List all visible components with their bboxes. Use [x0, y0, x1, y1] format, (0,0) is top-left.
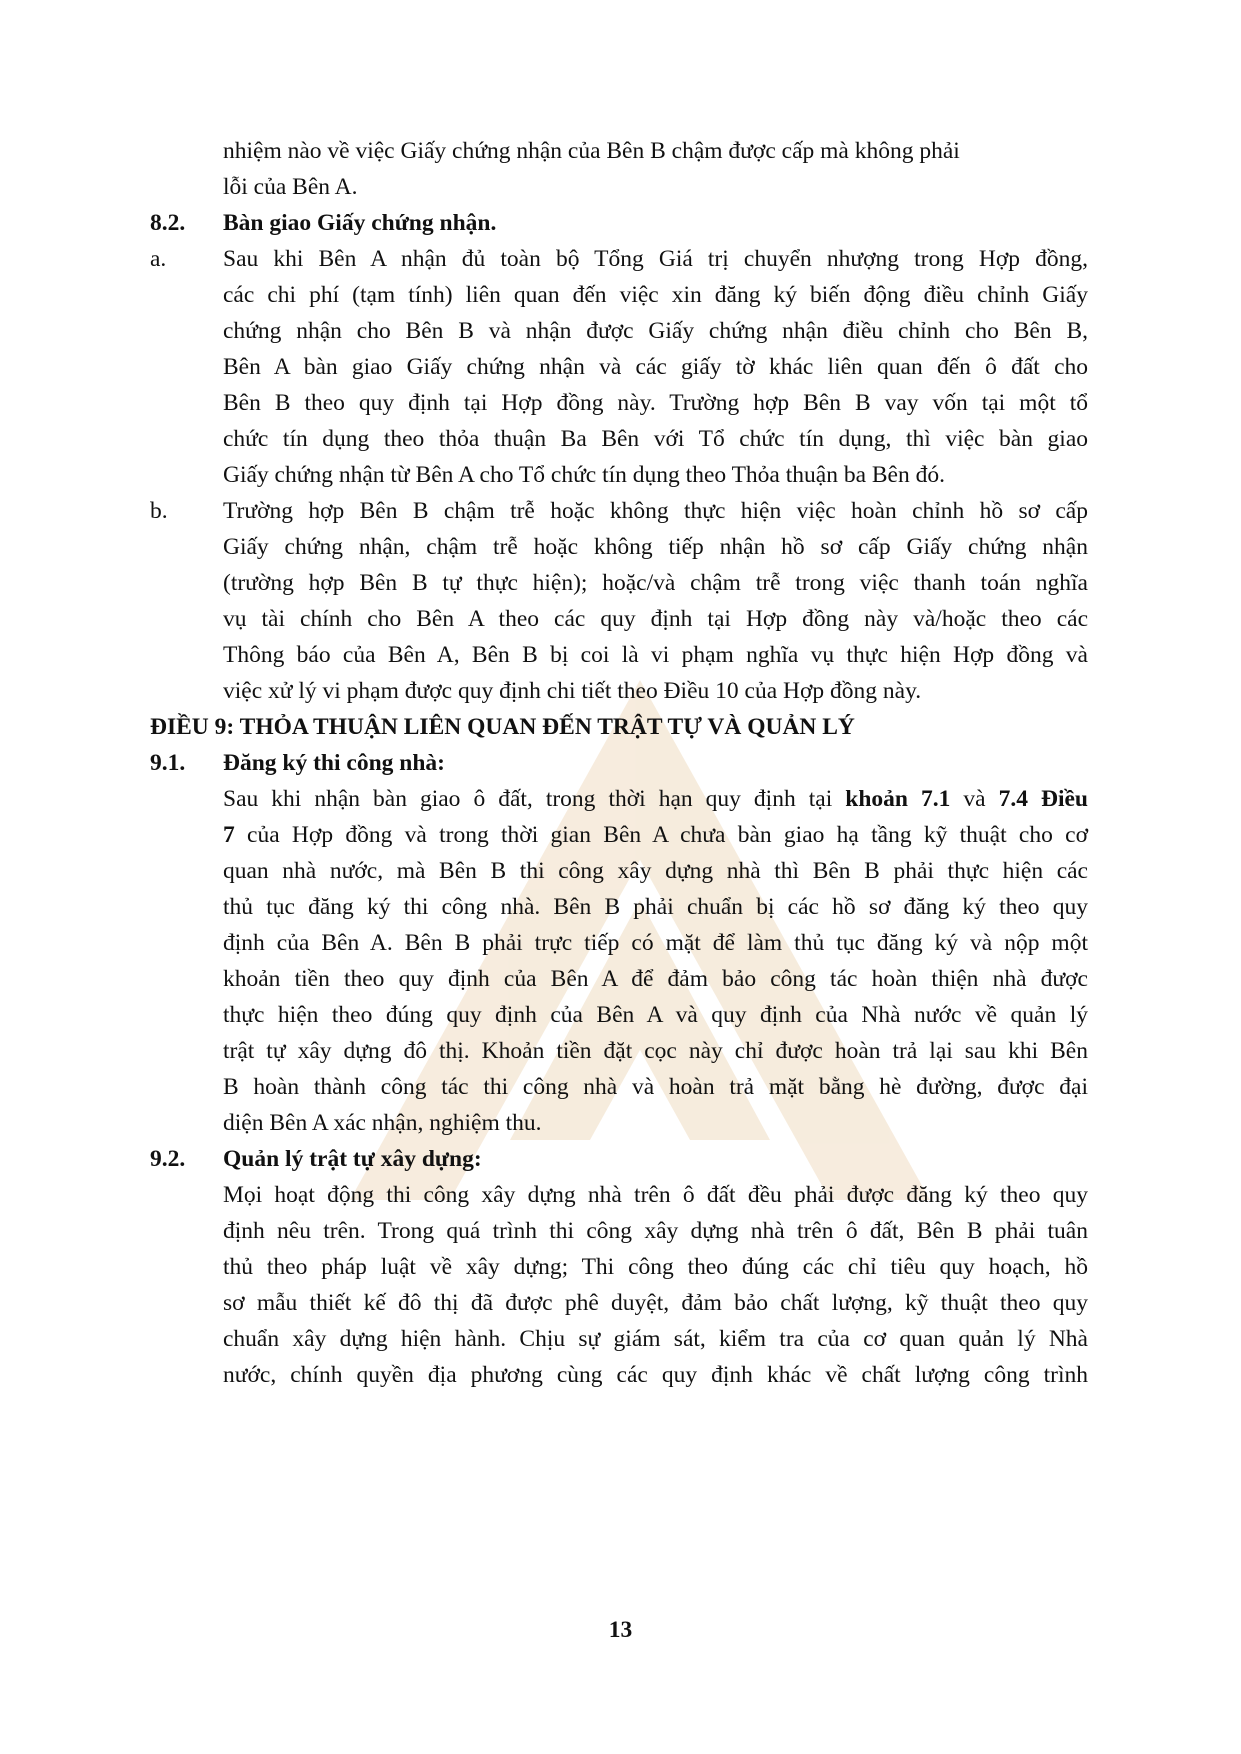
- text-line: khoản tiền theo quy định của Bên A để đảm bảo công tác hoàn thiện nhà được: [223, 966, 1088, 992]
- list-marker: a.: [150, 246, 167, 272]
- text-line: vụ tài chính cho Bên A theo các quy định tại Hợp đồng này và/hoặc theo các: [223, 606, 1088, 632]
- text-run: Sau khi nhận bàn giao ô đất, trong thời hạn quy định tại: [223, 786, 846, 812]
- section-title: Quản lý trật tự xây dựng:: [223, 1146, 482, 1172]
- text-line: Bên B theo quy định tại Hợp đồng này. Trường hợp Bên B vay vốn tại một tổ: [223, 390, 1088, 416]
- section-title: Bàn giao Giấy chứng nhận.: [223, 210, 497, 236]
- section-number: 9.2.: [150, 1146, 186, 1172]
- text-line: thủ tục đăng ký thi công nhà. Bên B phải chuẩn bị các hồ sơ đăng ký theo quy: [223, 894, 1088, 920]
- text-line: sơ mẫu thiết kế đô thị đã được phê duyệt, đảm bảo chất lượng, kỹ thuật theo quy: [223, 1290, 1088, 1316]
- page-number: 13: [608, 1617, 633, 1643]
- text-line: Trường hợp Bên B chậm trễ hoặc không thực hiện việc hoàn chỉnh hồ sơ cấp: [223, 498, 1088, 524]
- text-line: [223, 815, 1088, 855]
- section-title: Đăng ký thi công nhà:: [223, 750, 445, 776]
- bold-reference: khoản 7.1: [845, 786, 951, 812]
- text-line: các chi phí (tạm tính) liên quan đến việc xin đăng ký biến động điều chỉnh Giấy: [223, 282, 1088, 308]
- text-line: định nêu trên. Trong quá trình thi công xây dựng nhà trên ô đất, Bên B phải tuân: [223, 1218, 1088, 1244]
- text-line: thực hiện theo đúng quy định của Bên A và quy định của Nhà nước về quản lý: [223, 1002, 1088, 1028]
- text-line: Thông báo của Bên A, Bên B bị coi là vi phạm nghĩa vụ thực hiện Hợp đồng và: [223, 642, 1088, 668]
- text-line: việc xử lý vi phạm được quy định chi tiết theo Điều 10 của Hợp đồng này.: [223, 678, 922, 704]
- text-line: B hoàn thành công tác thi công nhà và hoàn trả mặt bằng hè đường, được đại: [223, 1074, 1088, 1100]
- text-line: nước, chính quyền địa phương cùng các quy định khác về chất lượng công trình: [223, 1362, 1088, 1388]
- text-line: lỗi của Bên A.: [223, 174, 358, 200]
- text-line: Bên A bàn giao Giấy chứng nhận và các giấy tờ khác liên quan đến ô đất cho: [223, 354, 1088, 380]
- text-line: định của Bên A. Bên B phải trực tiếp có mặt để làm thủ tục đăng ký và nộp một: [223, 930, 1088, 956]
- text-run: và: [950, 786, 999, 812]
- text-line: [223, 779, 1088, 819]
- text-line: chức tín dụng theo thỏa thuận Ba Bên với Tổ chức tín dụng, thì việc bàn giao: [223, 426, 1088, 452]
- text-line: chứng nhận cho Bên B và nhận được Giấy chứng nhận điều chỉnh cho Bên B,: [223, 318, 1088, 344]
- text-line: quan nhà nước, mà Bên B thi công xây dựng nhà thì Bên B phải thực hiện các: [223, 858, 1088, 884]
- text-line: Giấy chứng nhận, chậm trễ hoặc không tiếp nhận hồ sơ cấp Giấy chứng nhận: [223, 534, 1088, 560]
- section-number: 9.1.: [150, 750, 186, 776]
- text-line: nhiệm nào về việc Giấy chứng nhận của Bên B chậm được cấp mà không phải: [223, 138, 960, 164]
- text-line: thủ theo pháp luật về xây dựng; Thi công theo đúng các chỉ tiêu quy hoạch, hồ: [223, 1254, 1088, 1280]
- text-line: Giấy chứng nhận từ Bên A cho Tổ chức tín dụng theo Thỏa thuận ba Bên đó.: [223, 462, 945, 488]
- bold-reference: 7: [223, 822, 235, 848]
- list-marker: b.: [150, 498, 168, 524]
- text-line: Sau khi Bên A nhận đủ toàn bộ Tổng Giá trị chuyển nhượng trong Hợp đồng,: [223, 246, 1088, 272]
- text-line: chuẩn xây dựng hiện hành. Chịu sự giám sát, kiểm tra của cơ quan quản lý Nhà: [223, 1326, 1088, 1352]
- text-line: (trường hợp Bên B tự thực hiện); hoặc/và chậm trễ trong việc thanh toán nghĩa: [223, 570, 1088, 596]
- text-line: diện Bên A xác nhận, nghiệm thu.: [223, 1110, 542, 1136]
- bold-reference: 7.4 Điều: [998, 786, 1088, 812]
- article-heading: ĐIỀU 9: THỎA THUẬN LIÊN QUAN ĐẾN TRẬT TỰ VÀ QUẢN LÝ: [150, 714, 855, 740]
- text-line: Mọi hoạt động thi công xây dựng nhà trên ô đất đều phải được đăng ký theo quy: [223, 1182, 1088, 1208]
- text-line: trật tự xây dựng đô thị. Khoản tiền đặt cọc này chỉ được hoàn trả lại sau khi Bên: [223, 1038, 1088, 1064]
- text-run: của Hợp đồng và trong thời gian Bên A chưa bàn giao hạ tầng kỹ thuật cho cơ: [234, 822, 1088, 848]
- section-number: 8.2.: [150, 210, 186, 236]
